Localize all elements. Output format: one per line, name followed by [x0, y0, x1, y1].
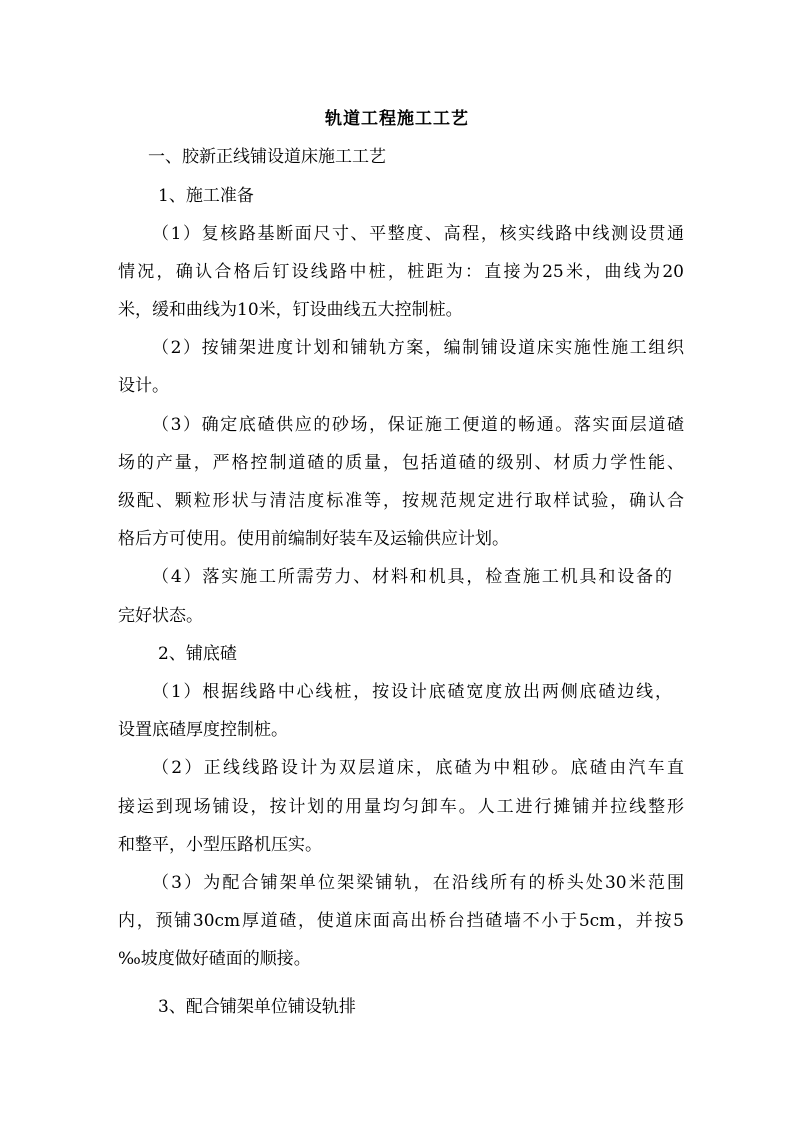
paragraph-line: （1）复核路基断面尺寸、平整度、高程，核实线路中线测设贯通	[152, 224, 684, 244]
subsection-heading: 1、施工准备	[158, 186, 254, 206]
paragraph-line: （2）按铺架进度计划和铺轨方案，编制铺设道床实施性施工组织	[152, 338, 684, 358]
paragraph-line: 米，缓和曲线为10米，钉设曲线五大控制桩。	[118, 300, 463, 320]
paragraph-line: 级配、颗粒形状与清洁度标准等，按规范规定进行取样试验，确认合	[118, 491, 684, 511]
section-heading: 一、胶新正线铺设道床施工工艺	[148, 147, 386, 167]
subsection-heading: 2、铺底碴	[158, 644, 237, 664]
paragraph-line: 完好状态。	[118, 606, 203, 626]
paragraph-line: 格后方可使用。使用前编制好装车及运输供应计划。	[118, 529, 509, 549]
paragraph-line: 接运到现场铺设，按计划的用量均匀卸车。人工进行摊铺并拉线整形	[118, 797, 684, 817]
paragraph-line: 情况，确认合格后钉设线路中桩，桩距为：直接为25米，曲线为20	[118, 262, 684, 282]
document-title: 轨道工程施工工艺	[325, 109, 469, 129]
paragraph-line: （4）落实施工所需劳力、材料和机具，检查施工机具和设备的	[152, 567, 672, 587]
paragraph-line: 和整平，小型压路机压实。	[118, 835, 322, 855]
subsection-heading: 3、配合铺架单位铺设轨排	[158, 997, 356, 1017]
paragraph-line: 场的产量，严格控制道碴的质量，包括道碴的级别、材质力学性能、	[118, 453, 684, 473]
paragraph-line: 设计。	[118, 376, 169, 396]
paragraph-line: 设置底碴厚度控制桩。	[118, 720, 288, 740]
paragraph-line: （3）确定底碴供应的砂场，保证施工便道的畅通。落实面层道碴	[152, 415, 684, 435]
paragraph-line: （1）根据线路中心线桩，按设计底碴宽度放出两侧底碴边线，	[152, 682, 672, 702]
paragraph-line: （2）正线线路设计为双层道床，底碴为中粗砂。底碴由汽车直	[152, 758, 684, 778]
paragraph-line: （3）为配合铺架单位架梁铺轨，在沿线所有的桥头处30米范围	[152, 873, 684, 893]
paragraph-line: ‰坡度做好碴面的顺接。	[118, 949, 311, 969]
paragraph-line: 内，预铺30cm厚道碴，使道床面高出桥台挡碴墙不小于5cm，并按5	[118, 911, 684, 931]
